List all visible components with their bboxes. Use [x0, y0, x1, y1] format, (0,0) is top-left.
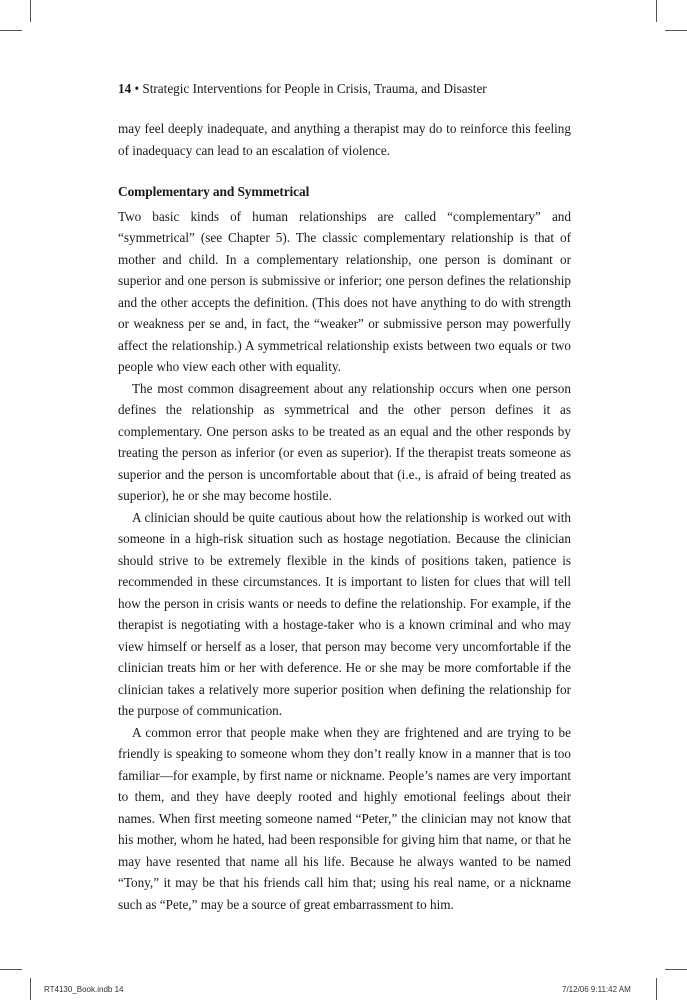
- crop-mark-bottom-right-vertical: [656, 978, 657, 1000]
- body-paragraph-4: A common error that people make when they are frightened and are trying to be friendly is speaking to someone whom they don’t really know in a manner that is too familiar—for example, by first name or nickname. People’s names are very important to them, and they have deeply rooted and highly emotional feelings about their names. When first meeting someone named “Peter,” the clinician may not know that his mother, whom he hated, had been responsible for giving him that name, or that he may have resented that name all his life. Because he always wanted to be named “Tony,” it may be that his friends call him that; using his real name, or a nickname such as “Pete,” may be a source of great embarrassment to him.: [118, 724, 571, 912]
- body-paragraph-2: The most common disagreement about any relationship occurs when one person defines the relationship as symmetrical and the other person defines it as complementary. One person asks to be treated as an equal and the other responds by treating the person as inferior (or even as superior). If the therapist treats someone as superior and the person is uncomfortable about that (i.e., is afraid of being treated as superior), he or she may become hostile.: [118, 380, 571, 503]
- running-head: [118, 80, 578, 98]
- body-paragraph-3: A clinician should be quite cautious about how the relationship is worked out with someone in a high-risk situation such as hostage negotiation. Because the clinician should strive to be extremely flexible in the kinds of positions taken, patience is recommended in these circumstances. It is important to listen for clues that will tell how the person in crisis wants or needs to define the relationship. For example, if the therapist is negotiating with a hostage-taker who is a known criminal and who may view himself or herself as a loser, that person may become very uncomfortable if the clinician treats him or her with deference. He or she may be more comfortable if the clinician takes a relatively more superior position when defining the relationship for the purpose of communication.: [118, 509, 571, 718]
- crop-mark-top-left-horizontal: [0, 30, 22, 31]
- crop-mark-top-right-horizontal: [665, 30, 687, 31]
- running-head-separator: •: [131, 81, 143, 96]
- slug-file-name: RT4130_Book.indb 14: [44, 985, 124, 994]
- crop-mark-bottom-right-horizontal: [665, 969, 687, 970]
- page-body: [118, 118, 571, 915]
- crop-mark-bottom-left-vertical: [30, 978, 31, 1000]
- page-number: 14: [118, 81, 132, 96]
- crop-mark-top-left-vertical: [30, 0, 31, 22]
- section-heading: Complementary and Symmetrical: [118, 184, 310, 199]
- running-head-title: Strategic Interventions for People in Crisis, Trauma, and Disaster: [142, 81, 487, 96]
- crop-mark-top-right-vertical: [656, 0, 657, 22]
- slug-timestamp: 7/12/06 9:11:42 AM: [562, 985, 631, 994]
- body-paragraph-1: Two basic kinds of human relationships are called “complementary” and “symmetrical” (see Chapter 5). The classic complementary relationship is that of mother and child. In a complementary relationship, one person is dominant or superior and one person is submissive or inferior; one person defines the relationship and the other accepts the definition. (This does not have anything to do with strength or weakness per se and, in fact, the “weaker” or submissive person may powerfully affect the relationship.) A symmetrical relationship exists between two equals or two people who view each other with equality.: [118, 208, 571, 374]
- opening-paragraph: may feel deeply inadequate, and anything a therapist may do to reinforce this feeling of inadequacy can lead to an escalation of violence.: [118, 121, 571, 158]
- crop-mark-bottom-left-horizontal: [0, 969, 22, 970]
